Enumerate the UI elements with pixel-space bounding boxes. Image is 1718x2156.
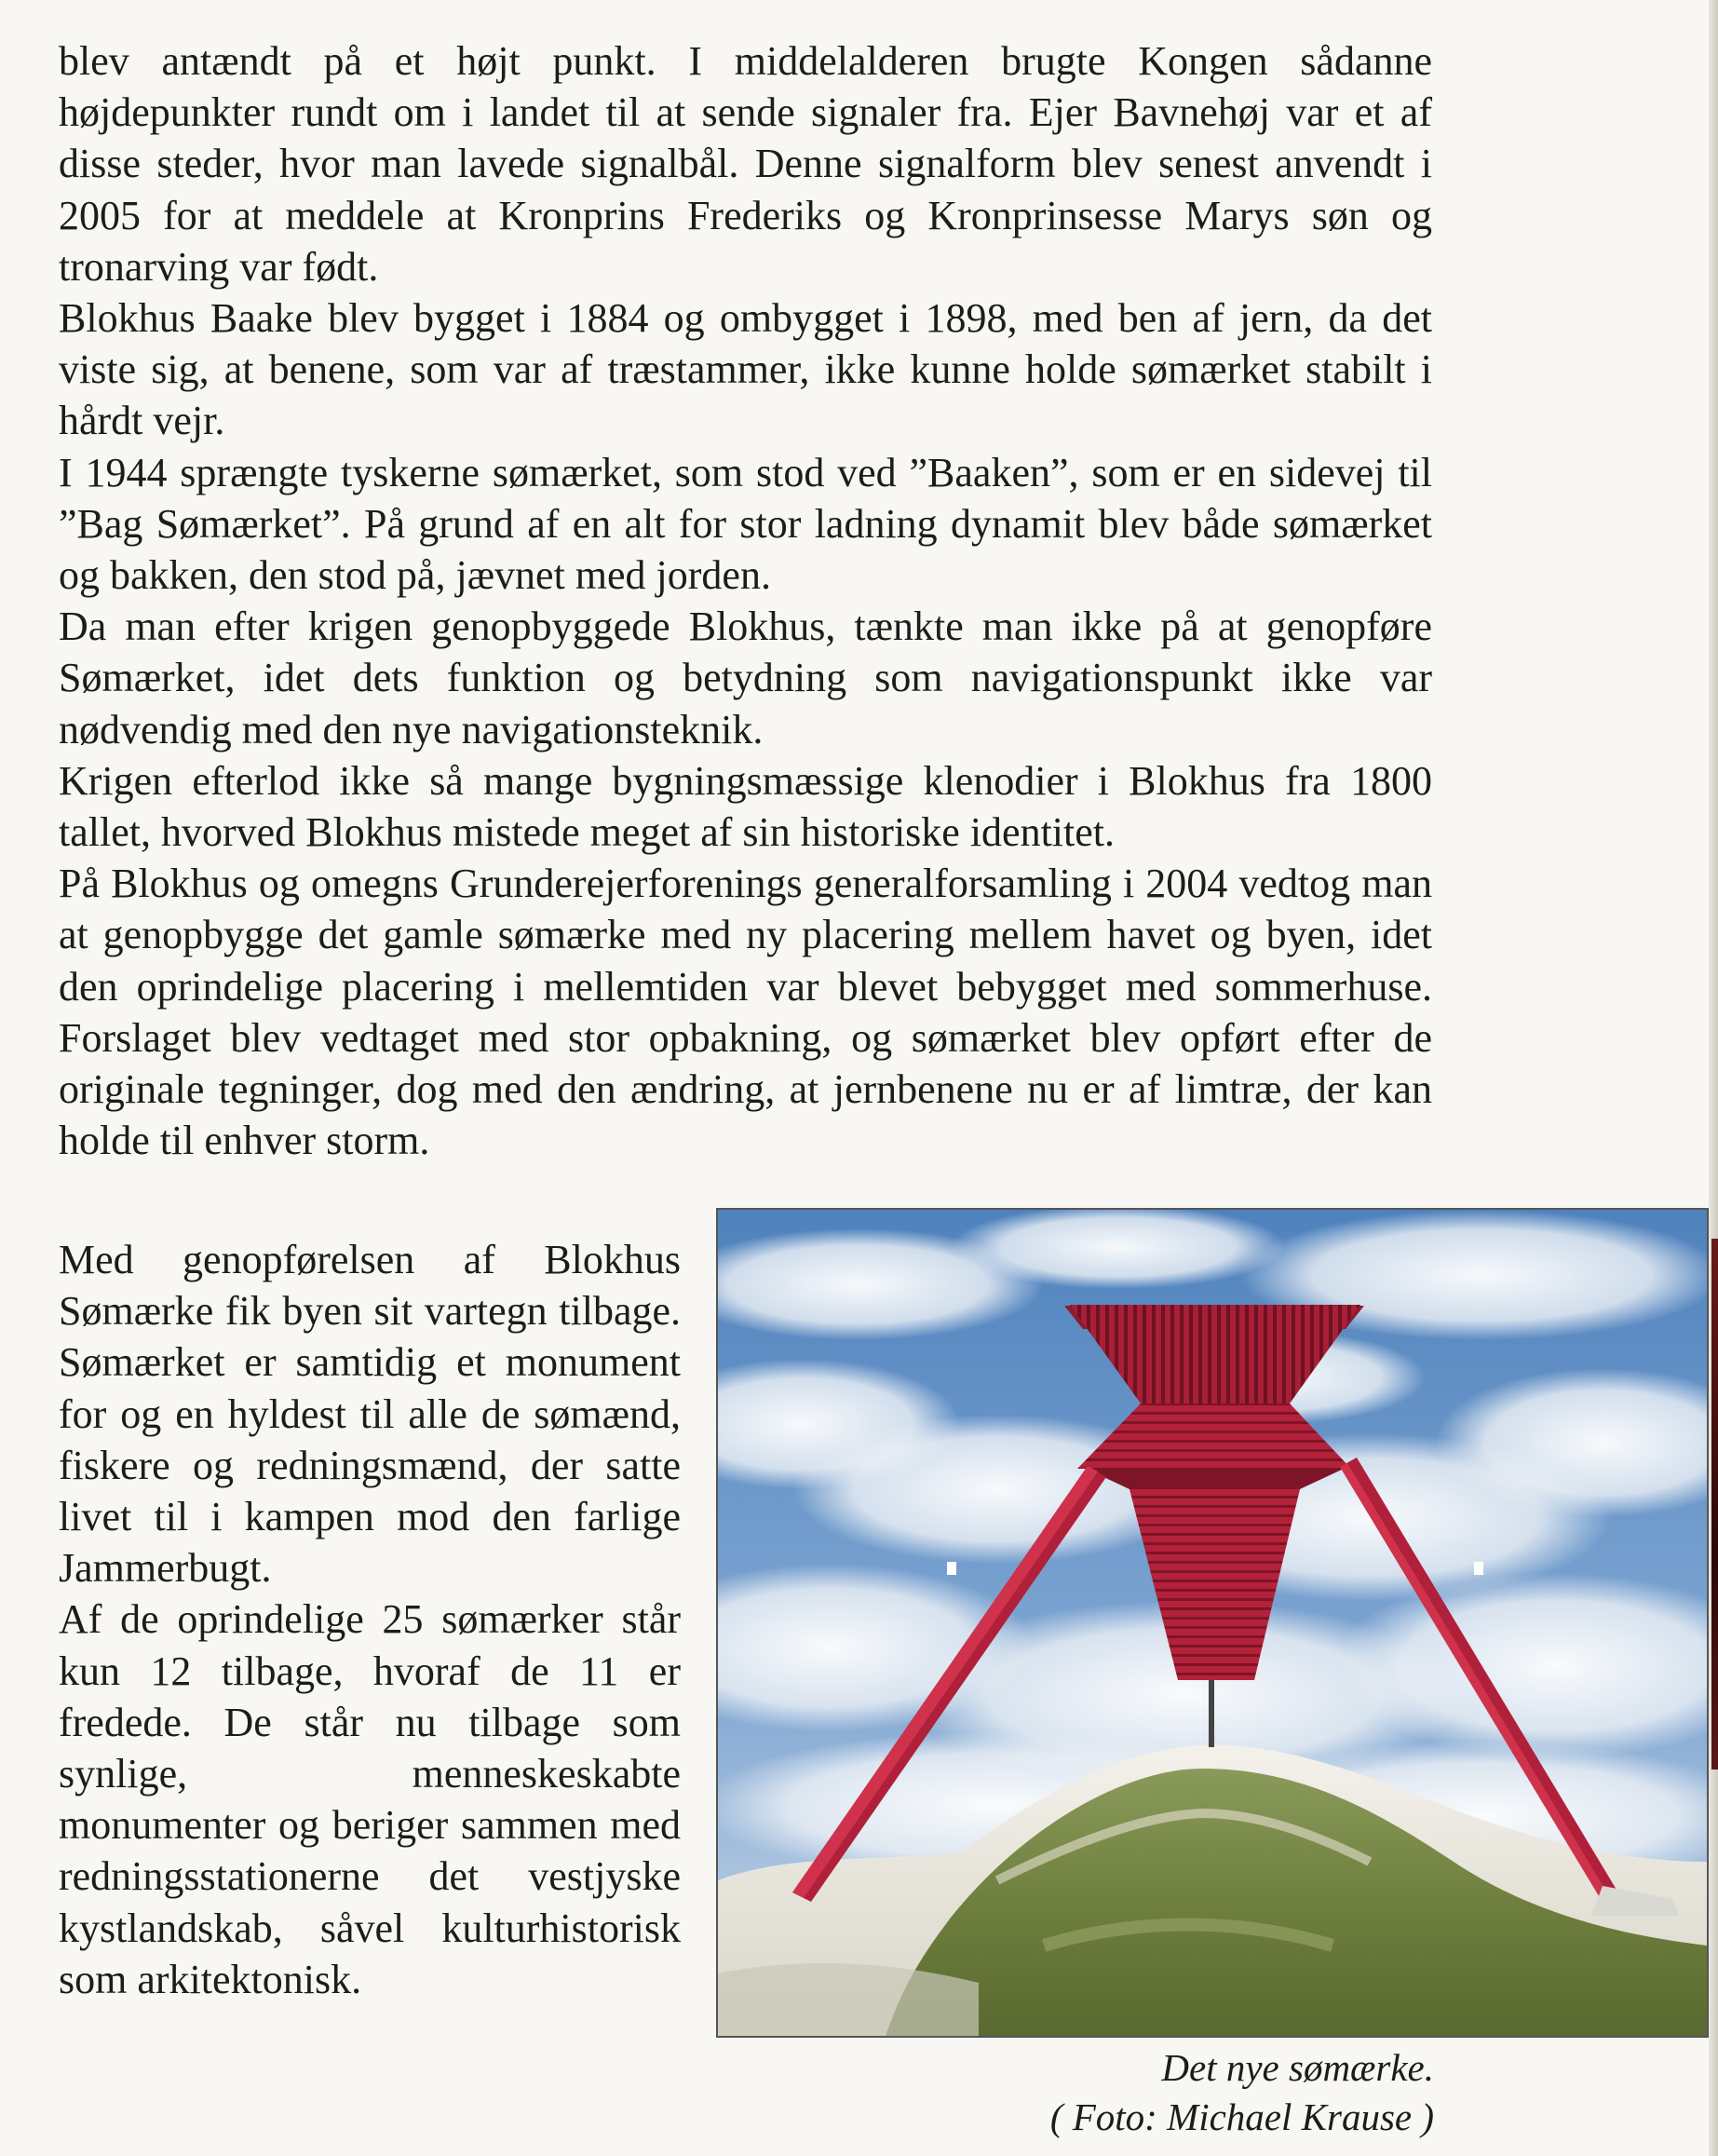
page-edge: [1709, 0, 1718, 2156]
paragraph-2004-rebuild: På Blokhus og omegns Grunderejerforenings generalforsamling i 2004 vedtog man at genopbygge det gamle sømærke med ny placering mellem havet og byen, idet den oprindelige placering i mellemtiden var blevet bebygget med sommerhuse. Forslaget blev vedtaget med stor opbakning, og sømærket blev opført efter de originale tegninger, dog med den ændring, at jernbenene nu er af limtræ, der kan holde til enhver storm.: [59, 861, 1432, 1164]
paragraph-signal-fires: blev antændt på et højt punkt. I middelalderen brugte Kongen sådanne højdepunkter rundt om i landet til at sende signaler fra. Ejer Bavnehøj var et af disse steder, hvor man lavede signalbål. Denne signalform blev senest anvendt i 2005 for at meddele at Kronprins Frederiks og Kronprinsesse Marys søn og tronarving var født.: [59, 38, 1432, 290]
paragraph-remaining-beacons: Af de oprindelige 25 sømærker står kun 12 tilbage, hvoraf de 11 er fredede. De står nu tilbage som synlige, menneskeskabte monumenter og beriger sammen med redningsstationerne det vestjyske kystlandskab, såvel kulturhistorisk som arkitektonisk.: [59, 1596, 681, 2002]
main-text-block: [59, 35, 1432, 1166]
caption-title: Det nye sømærke.: [1161, 2046, 1434, 2089]
photo-caption: [913, 2043, 1434, 2142]
paragraph-landmark: Med genopførelsen af Blokhus Sømærke fik byen sit vartegn tilbage. Sømærket er samtidig et monument for og en hyldest til alle de sømænd, fiskere og redningsmænd, der satte livet til i kampen mod den farlige Jammerbugt.: [59, 1237, 681, 1592]
caption-credit: ( Foto: Michael Krause ): [1049, 2095, 1434, 2138]
paragraph-blokhus-baake: Blokhus Baake blev bygget i 1884 og ombygget i 1898, med ben af jern, da det viste sig, at benene, som var af træstammer, ikke kunne holde sømærket stabilt i hårdt vejr.: [59, 295, 1432, 444]
paragraph-postwar: Da man efter krigen genopbyggede Blokhus, tænkte man ikke på at genopføre Sømærket, idet dets funktion og betydning som navigationspunkt ikke var nødvendig med den nye navigationsteknik.: [59, 603, 1432, 753]
page-edge-shadow: [1711, 1239, 1718, 1770]
paragraph-lost-identity: Krigen efterlod ikke så mange bygningsmæssige klenodier i Blokhus fra 1800 tallet, hvorved Blokhus mistede meget af sin historiske identitet.: [59, 757, 1432, 856]
beacon-photo: [716, 1208, 1709, 2038]
side-text-block: [59, 1234, 681, 2005]
paragraph-1944-destruction: I 1944 sprængte tyskerne sømærket, som stod ved ”Baaken”, som er en sidevej til ”Bag Sømærket”. På grund af en alt for stor ladning dynamit blev både sømærket og bakken, den stod på, jævnet med jorden.: [59, 449, 1432, 599]
